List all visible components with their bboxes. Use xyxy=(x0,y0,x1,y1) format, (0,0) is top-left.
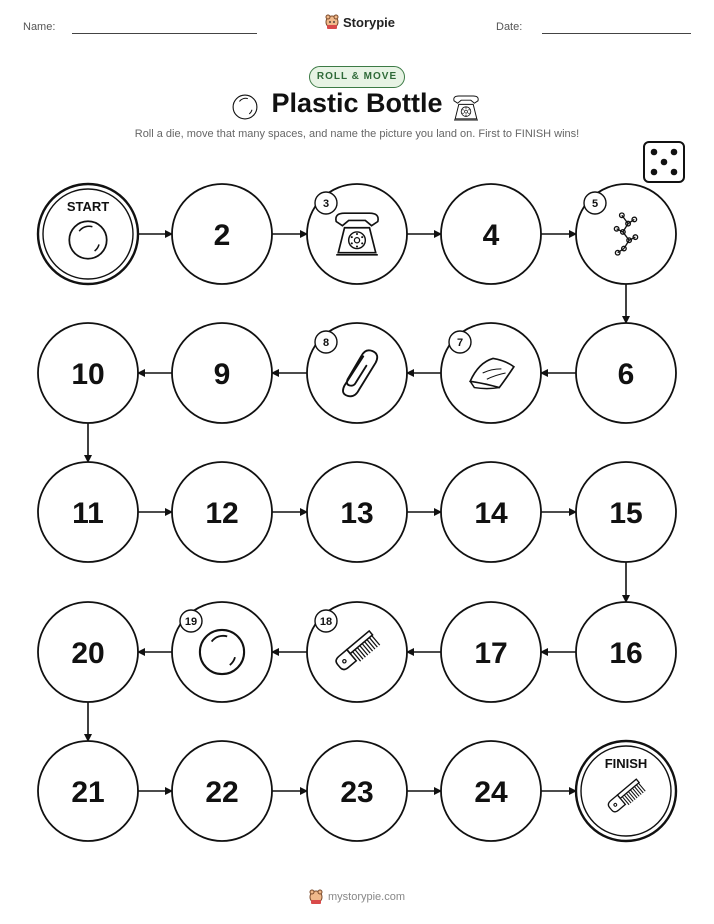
date-label: Date: xyxy=(496,21,523,33)
board-space xyxy=(441,741,541,841)
board-space xyxy=(576,184,676,284)
space-number: 10 xyxy=(71,358,105,391)
space-number: 13 xyxy=(340,497,374,530)
bubble-icon xyxy=(233,95,257,119)
space-number: 8 xyxy=(322,337,330,349)
space-number: 2 xyxy=(213,219,231,252)
space-number: 15 xyxy=(609,497,643,530)
board-space xyxy=(307,741,407,841)
board-space xyxy=(576,462,676,562)
space-number: 20 xyxy=(71,637,105,670)
space-number: 19 xyxy=(184,616,198,628)
board-space xyxy=(576,323,676,423)
board-space xyxy=(38,462,138,562)
board-space xyxy=(38,602,138,702)
name-label: Name: xyxy=(23,21,56,33)
board-space xyxy=(172,602,272,702)
title-text: Plastic Bottle xyxy=(271,88,443,118)
storypie-mascot-icon xyxy=(309,889,323,905)
space-number: 24 xyxy=(474,776,508,809)
space-number: 5 xyxy=(591,198,599,210)
board-space xyxy=(172,462,272,562)
board-space xyxy=(576,741,676,841)
space-number: 3 xyxy=(322,198,330,210)
board-space xyxy=(576,602,676,702)
brand-name: Storypie xyxy=(343,14,396,30)
space-number: 7 xyxy=(456,337,464,349)
space-number: 12 xyxy=(205,497,239,530)
space-number: 17 xyxy=(474,637,508,670)
board-space xyxy=(307,184,407,284)
space-label: START xyxy=(66,199,110,214)
space-number: 11 xyxy=(72,497,104,530)
board-space xyxy=(172,184,272,284)
roll-and-move-badge: ROLL & MOVE xyxy=(309,66,405,88)
footer-url: mystorypie.com xyxy=(327,891,406,903)
board-space xyxy=(38,184,138,284)
board-space xyxy=(307,323,407,423)
footer xyxy=(0,889,714,905)
space-number: 4 xyxy=(482,219,500,252)
board-space xyxy=(172,323,272,423)
instructions: Roll a die, move that many spaces, and name the picture you land on. First to FINISH wins! xyxy=(134,128,580,140)
space-number: 6 xyxy=(617,358,635,391)
board-space xyxy=(307,462,407,562)
space-number: 9 xyxy=(213,358,231,391)
board-space xyxy=(441,602,541,702)
space-number: 21 xyxy=(71,776,105,809)
space-number: 16 xyxy=(609,637,643,670)
space-number: 18 xyxy=(319,616,333,628)
board-space xyxy=(172,741,272,841)
board-space xyxy=(441,462,541,562)
space-number: 22 xyxy=(205,776,239,809)
board-space xyxy=(38,323,138,423)
space-number: 14 xyxy=(474,497,508,530)
die-icon xyxy=(644,142,684,182)
space-number: 23 xyxy=(340,776,374,809)
board-space xyxy=(441,184,541,284)
board-space xyxy=(38,741,138,841)
board-spaces xyxy=(38,184,676,841)
board-space xyxy=(441,323,541,423)
board-space xyxy=(307,602,407,702)
telephone-icon xyxy=(454,96,478,120)
space-label: FINISH xyxy=(604,756,648,771)
